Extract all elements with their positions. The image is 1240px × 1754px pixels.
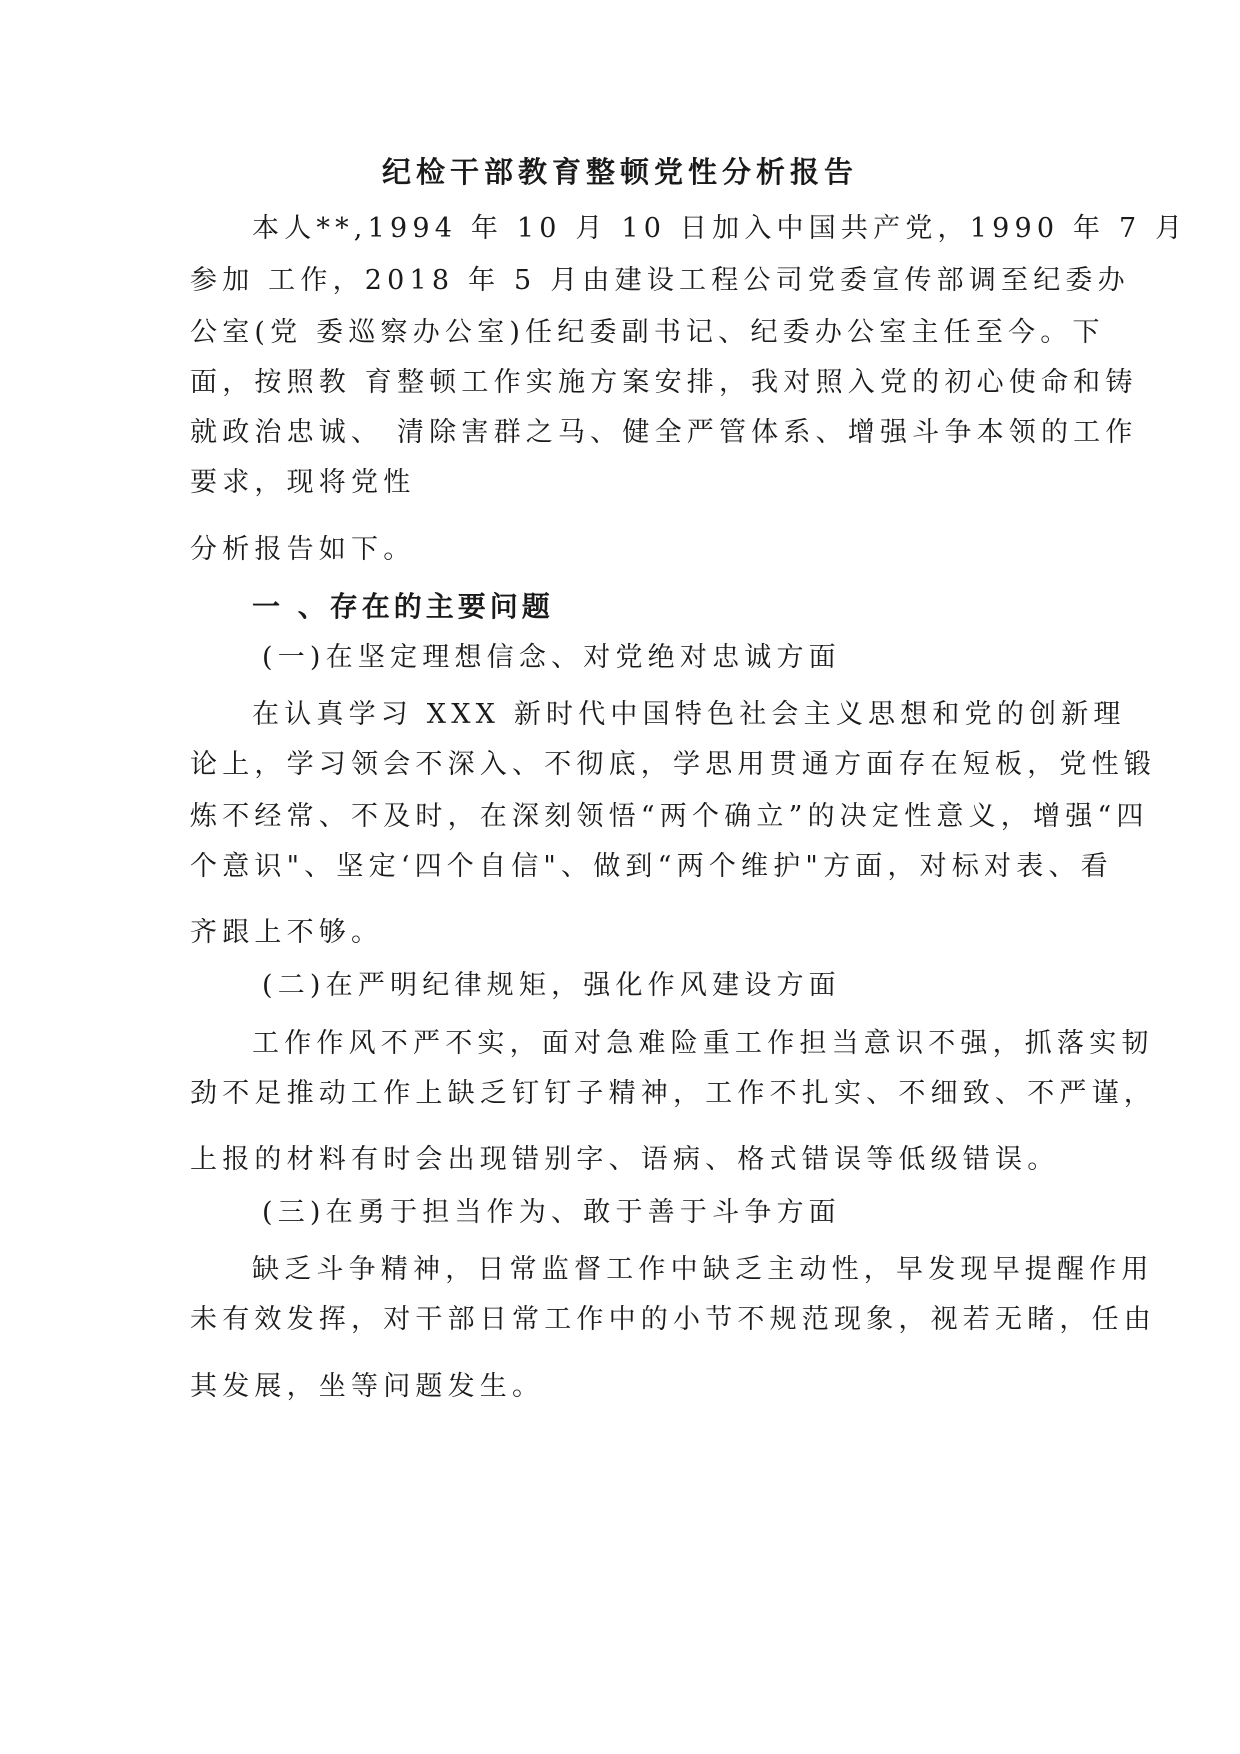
document-title: 纪检干部教育整顿党性分析报告 [381, 155, 858, 189]
subsection-heading-3: (三)在勇于担当作为、敢于善于斗争方面 [262, 1197, 841, 1228]
intro-line-1: 本人**,1994 年 10 月 10 日加入中国共产党，1990 年 7 月 [252, 213, 1188, 244]
section-heading-problems: 一 、存在的主要问题 [252, 590, 554, 623]
sub1-line-3: 炼不经常、不及时，在深刻领悟“两个确立”的决定性意义，增强“四 [190, 801, 1149, 832]
sub3-line-3: 其发展，坐等问题发生。 [190, 1371, 545, 1402]
sub1-line-2: 论上，学习领会不深入、不彻底，学思用贯通方面存在短板，党性锻 [190, 749, 1156, 780]
sub3-line-2: 未有效发挥，对干部日常工作中的小节不规范现象，视若无睹，任由 [190, 1304, 1156, 1335]
subsection-heading-2: (二)在严明纪律规矩，强化作风建设方面 [262, 970, 841, 1001]
intro-line-3: 公室(党 委巡察办公室)任纪委副书记、纪委办公室主任至今。下 [190, 317, 1105, 348]
sub1-line-1: 在认真学习 XXX 新时代中国特色社会主义思想和党的创新理 [252, 699, 1126, 730]
sub3-line-1: 缺乏斗争精神，日常监督工作中缺乏主动性，早发现早提醒作用 [252, 1254, 1154, 1285]
intro-line-6: 要求，现将党性 [190, 467, 416, 498]
intro-line-4: 面，按照教 育整顿工作实施方案安排，我对照入党的初心使命和铸 [190, 367, 1138, 398]
sub2-line-3: 上报的材料有时会出现错别字、语病、格式错误等低级错误。 [190, 1144, 1060, 1175]
sub2-line-2: 劲不足推动工作上缺乏钉钉子精神，工作不扎实、不细致、不严谨， [190, 1078, 1156, 1109]
intro-line-5: 就政治忠诚、 清除害群之马、健全严管体系、增强斗争本领的工作 [190, 417, 1138, 448]
sub1-line-5: 齐跟上不够。 [190, 917, 384, 948]
sub1-line-4: 个意识"、坚定‘四个自信"、做到“两个维护"方面，对标对表、看 [190, 851, 1113, 882]
intro-line-7: 分析报告如下。 [190, 534, 416, 565]
sub2-line-1: 工作作风不严不实，面对急难险重工作担当意识不强，抓落实韧 [252, 1028, 1154, 1059]
intro-line-2: 参加 工作，2018 年 5 月由建设工程公司党委宣传部调至纪委办 [190, 265, 1130, 296]
subsection-heading-1: (一)在坚定理想信念、对党绝对忠诚方面 [262, 642, 841, 673]
